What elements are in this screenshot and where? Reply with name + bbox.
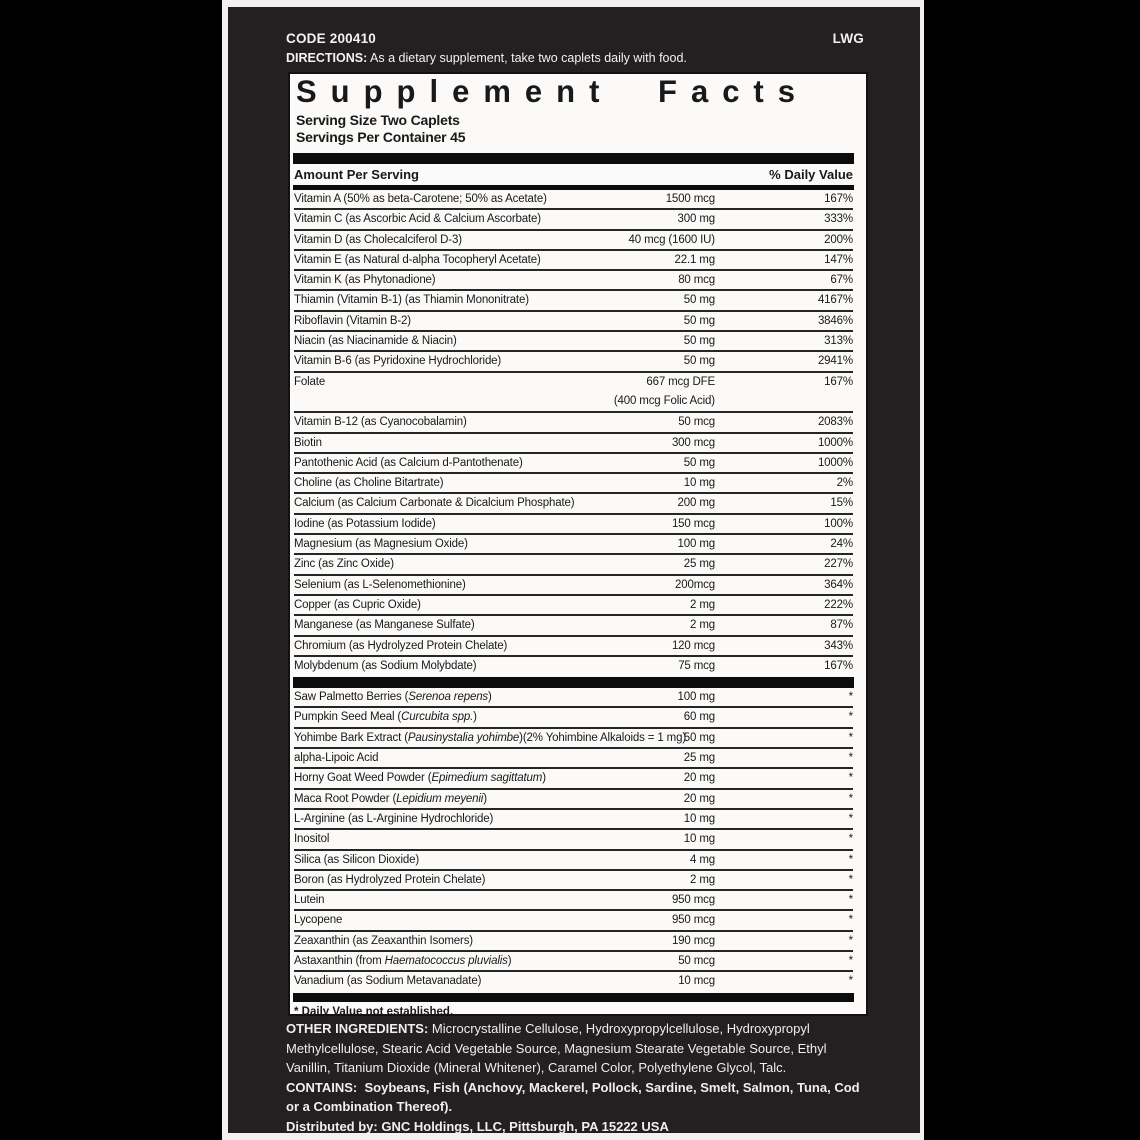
table-row bbox=[294, 210, 853, 230]
nutrient-daily-value: 1000% bbox=[817, 436, 853, 449]
nutrient-daily-value: * bbox=[848, 914, 853, 927]
nutrient-name: Silica (as Silicon Dioxide) bbox=[294, 853, 420, 866]
table-row bbox=[294, 972, 853, 992]
supplement-facts-box bbox=[288, 72, 868, 1016]
nutrient-name: Lycopene bbox=[294, 914, 343, 927]
serving-size: Serving Size Two Caplets bbox=[296, 112, 460, 128]
table-row bbox=[294, 657, 853, 677]
table-row bbox=[294, 708, 853, 728]
nutrient-daily-value: * bbox=[848, 894, 853, 907]
label-panel bbox=[228, 7, 920, 1133]
directions-text: As a dietary supplement, take two caplets daily with food. bbox=[370, 51, 687, 65]
daily-value-header: % Daily Value bbox=[769, 167, 853, 182]
distributed-text: GNC Holdings, LLC, Pittsburgh, PA 15222 USA bbox=[381, 1118, 669, 1134]
nutrient-daily-value: * bbox=[848, 752, 853, 765]
table-row bbox=[294, 911, 853, 931]
table-row bbox=[294, 434, 853, 454]
nutrient-daily-value: 167% bbox=[824, 193, 853, 205]
nutrient-name: Chromium (as Hydrolyzed Protein Chelate) bbox=[294, 639, 508, 652]
nutrient-daily-value: * bbox=[848, 975, 853, 988]
nutrient-amount: 200 mg bbox=[677, 497, 715, 510]
nutrient-amount-secondary: (400 mcg Folic Acid) bbox=[613, 395, 715, 408]
table-row bbox=[294, 190, 853, 210]
nutrient-name: Saw Palmetto Berries (Serenoa repens) bbox=[294, 691, 492, 704]
nutrient-amount: 50 mg bbox=[683, 294, 715, 307]
nutrient-name: Vitamin K (as Phytonadione) bbox=[294, 274, 436, 287]
nutrient-daily-value: 167% bbox=[824, 659, 853, 672]
nutrient-daily-value: * bbox=[848, 772, 853, 785]
nutrient-daily-value: 364% bbox=[824, 578, 853, 591]
nutrient-daily-value: 24% bbox=[830, 538, 853, 551]
table-row bbox=[294, 332, 853, 352]
table-row bbox=[294, 851, 853, 871]
nutrient-daily-value: * bbox=[848, 934, 853, 947]
nutrient-amount: 22.1 mg bbox=[674, 253, 715, 266]
nutrient-name: Biotin bbox=[294, 436, 322, 449]
nutrient-amount: 40 mcg (1600 IU) bbox=[628, 233, 715, 246]
table-row bbox=[294, 515, 853, 535]
table-row bbox=[294, 494, 853, 514]
nutrient-name: Manganese (as Manganese Sulfate) bbox=[294, 619, 475, 632]
table-row bbox=[294, 271, 853, 291]
footer-text bbox=[286, 1019, 864, 1136]
nutrient-amount: 667 mcg DFE bbox=[646, 375, 715, 388]
nutrient-name: Vitamin A (50% as beta-Carotene; 50% as Acetate) bbox=[294, 193, 547, 205]
nutrient-daily-value: * bbox=[848, 731, 853, 744]
table-row bbox=[294, 474, 853, 494]
contains-statement bbox=[286, 1078, 864, 1117]
nutrient-name: Calcium (as Calcium Carbonate & Dicalcium Phosphate) bbox=[294, 497, 575, 510]
table-row bbox=[294, 952, 853, 972]
nutrient-daily-value: 15% bbox=[830, 497, 853, 510]
servings-per-container: Servings Per Container 45 bbox=[296, 128, 466, 145]
nutrient-name: Riboflavin (Vitamin B-2) bbox=[294, 314, 411, 327]
nutrient-amount: 50 mg bbox=[683, 335, 715, 348]
nutrient-name: Astaxanthin (from Haematococcus pluvialis) bbox=[294, 954, 512, 967]
nutrient-daily-value: 67% bbox=[830, 274, 853, 287]
table-row bbox=[294, 413, 853, 433]
nutrient-name: Inositol bbox=[294, 833, 330, 846]
distributed-by bbox=[286, 1117, 864, 1137]
nutrient-daily-value: * bbox=[848, 812, 853, 825]
table-row bbox=[294, 616, 853, 636]
label-scan-backing bbox=[222, 0, 924, 1140]
nutrient-amount: 60 mg bbox=[683, 711, 715, 724]
nutrient-amount: 25 mg bbox=[683, 558, 715, 571]
nutrient-daily-value: 333% bbox=[824, 213, 853, 226]
nutrient-amount: 2 mg bbox=[690, 619, 715, 632]
nutrient-daily-value: * bbox=[848, 873, 853, 886]
nutrient-amount: 50 mg bbox=[683, 731, 715, 744]
directions-line bbox=[286, 51, 880, 65]
code-row bbox=[286, 31, 864, 46]
nutrient-name: Pantothenic Acid (as Calcium d-Pantothenate) bbox=[294, 456, 523, 469]
nutrient-daily-value: 100% bbox=[824, 517, 853, 530]
divider-bar-middle bbox=[293, 677, 854, 688]
table-row bbox=[294, 729, 853, 749]
nutrient-daily-value: * bbox=[848, 691, 853, 704]
nutrient-daily-value: 1000% bbox=[817, 456, 853, 469]
nutrient-amount: 150 mcg bbox=[671, 517, 715, 530]
nutrient-amount: 50 mcg bbox=[678, 416, 715, 429]
nutrient-amount: 80 mcg bbox=[678, 274, 715, 287]
nutrient-daily-value: 343% bbox=[824, 639, 853, 652]
nutrient-daily-value: * bbox=[848, 792, 853, 805]
nutrient-daily-value: 3846% bbox=[817, 314, 853, 327]
nutrient-name: alpha-Lipoic Acid bbox=[294, 752, 379, 765]
nutrient-name: L-Arginine (as L-Arginine Hydrochloride) bbox=[294, 812, 494, 825]
table-row bbox=[294, 749, 853, 769]
herbal-rows bbox=[294, 688, 853, 992]
nutrient-name: Vitamin B-6 (as Pyridoxine Hydrochloride) bbox=[294, 355, 502, 368]
nutrient-amount: 300 mg bbox=[677, 213, 715, 226]
plant-code: LWG bbox=[832, 31, 864, 46]
other-ingredients-label: OTHER INGREDIENTS: bbox=[286, 1021, 429, 1036]
nutrient-name: Vanadium (as Sodium Metavanadate) bbox=[294, 975, 482, 988]
daily-value-footnote: * Daily Value not established. bbox=[294, 1005, 454, 1018]
table-row bbox=[294, 688, 853, 708]
nutrient-amount: 50 mcg bbox=[678, 954, 715, 967]
table-row bbox=[294, 312, 853, 332]
nutrient-amount: 10 mcg bbox=[678, 975, 715, 988]
nutrient-daily-value: 313% bbox=[824, 335, 853, 348]
nutrient-daily-value: 200% bbox=[824, 233, 853, 246]
nutrient-amount: 25 mg bbox=[683, 752, 715, 765]
table-row bbox=[294, 891, 853, 911]
product-code: CODE 200410 bbox=[286, 31, 377, 46]
nutrient-amount: 2 mg bbox=[690, 873, 715, 886]
nutrient-name: Maca Root Powder (Lepidium meyenii) bbox=[294, 792, 487, 805]
nutrient-amount: 75 mcg bbox=[678, 659, 715, 672]
nutrient-amount: 10 mg bbox=[683, 812, 715, 825]
supplement-facts-title: Supplement Facts bbox=[296, 73, 809, 110]
nutrient-amount: 10 mg bbox=[683, 833, 715, 846]
table-column-header bbox=[294, 164, 853, 185]
table-row bbox=[294, 830, 853, 850]
table-row bbox=[294, 231, 853, 251]
nutrient-amount: 100 mg bbox=[677, 691, 715, 704]
nutrient-amount: 300 mcg bbox=[671, 436, 715, 449]
nutrient-name: Boron (as Hydrolyzed Protein Chelate) bbox=[294, 873, 486, 886]
nutrient-name: Iodine (as Potassium Iodide) bbox=[294, 517, 436, 530]
table-row bbox=[294, 373, 853, 414]
nutrient-amount: 50 mg bbox=[683, 355, 715, 368]
nutrient-name: Zeaxanthin (as Zeaxanthin Isomers) bbox=[294, 934, 473, 947]
nutrient-amount: 950 mcg bbox=[671, 914, 715, 927]
table-row bbox=[294, 810, 853, 830]
nutrient-name: Vitamin E (as Natural d-alpha Tocopheryl Acetate) bbox=[294, 253, 541, 266]
contains-label: CONTAINS: bbox=[286, 1079, 358, 1095]
nutrient-amount: 200mcg bbox=[674, 578, 715, 591]
table-row bbox=[294, 352, 853, 372]
table-row bbox=[294, 291, 853, 311]
nutrient-daily-value: 167% bbox=[824, 375, 853, 388]
serving-info bbox=[294, 112, 853, 145]
table-row bbox=[294, 932, 853, 952]
table-row bbox=[294, 596, 853, 616]
nutrient-name: Choline (as Choline Bitartrate) bbox=[294, 477, 444, 490]
nutrient-amount: 950 mcg bbox=[671, 894, 715, 907]
nutrient-name: Horny Goat Weed Powder (Epimedium sagittatum) bbox=[294, 772, 546, 785]
divider-bar-top bbox=[293, 153, 854, 164]
nutrient-name: Folate bbox=[294, 375, 326, 388]
nutrient-daily-value: 2% bbox=[836, 477, 853, 490]
nutrient-amount: 120 mcg bbox=[671, 639, 715, 652]
nutrient-name: Lutein bbox=[294, 894, 325, 907]
nutrient-amount: 50 mg bbox=[683, 314, 715, 327]
table-row bbox=[294, 769, 853, 789]
nutrient-amount: 190 mcg bbox=[671, 934, 715, 947]
nutrient-name: Vitamin C (as Ascorbic Acid & Calcium Ascorbate) bbox=[294, 213, 541, 226]
nutrient-daily-value: * bbox=[848, 954, 853, 967]
nutrient-name: Zinc (as Zinc Oxide) bbox=[294, 558, 394, 571]
nutrient-daily-value: 87% bbox=[830, 619, 853, 632]
nutrient-name: Niacin (as Niacinamide & Niacin) bbox=[294, 335, 457, 348]
table-row bbox=[294, 535, 853, 555]
nutrient-daily-value: 222% bbox=[824, 598, 853, 611]
nutrient-amount: 1500 mcg bbox=[665, 193, 715, 205]
nutrient-daily-value: 2941% bbox=[817, 355, 853, 368]
table-row bbox=[294, 871, 853, 891]
nutrient-daily-value: * bbox=[848, 833, 853, 846]
table-row bbox=[294, 555, 853, 575]
table-row bbox=[294, 637, 853, 657]
nutrient-amount: 10 mg bbox=[683, 477, 715, 490]
nutrient-name: Vitamin D (as Cholecalciferol D-3) bbox=[294, 233, 462, 246]
nutrient-name: Thiamin (Vitamin B-1) (as Thiamin Mononitrate) bbox=[294, 294, 529, 307]
nutrient-amount: 2 mg bbox=[690, 598, 715, 611]
nutrient-daily-value: 2083% bbox=[817, 416, 853, 429]
nutrient-amount: 20 mg bbox=[683, 792, 715, 805]
other-ingredients bbox=[286, 1019, 864, 1078]
nutrient-name: Molybdenum (as Sodium Molybdate) bbox=[294, 659, 477, 672]
nutrient-name: Magnesium (as Magnesium Oxide) bbox=[294, 538, 468, 551]
nutrient-daily-value: 227% bbox=[824, 558, 853, 571]
table-row bbox=[294, 576, 853, 596]
nutrient-name: Selenium (as L-Selenomethionine) bbox=[294, 578, 466, 591]
divider-bar-bottom bbox=[293, 993, 854, 1002]
table-row bbox=[294, 454, 853, 474]
other-ingredients-text: Microcrystalline Cellulose, Hydroxypropylcellulose, Hydroxypropyl Methylcellulose, Stearic Acid Vegetable Source, Magnesium Stearate Vegetable Source, Ethyl Vanillin, Titanium Dioxide (Mineral Whitener), Caramel Color, Polyethylene Glycol, Talc. bbox=[286, 1021, 827, 1075]
distributed-label: Distributed by: bbox=[286, 1118, 378, 1134]
nutrient-daily-value: * bbox=[848, 711, 853, 724]
directions-label: DIRECTIONS: bbox=[286, 51, 368, 65]
nutrient-name: Copper (as Cupric Oxide) bbox=[294, 598, 421, 611]
table-row bbox=[294, 251, 853, 271]
nutrient-amount: 100 mg bbox=[677, 538, 715, 551]
nutrient-name: Vitamin B-12 (as Cyanocobalamin) bbox=[294, 416, 467, 429]
amount-per-serving-header: Amount Per Serving bbox=[294, 167, 419, 182]
nutrient-amount: 4 mg bbox=[690, 853, 715, 866]
nutrient-rows bbox=[294, 190, 853, 677]
nutrient-amount: 20 mg bbox=[683, 772, 715, 785]
nutrient-daily-value: 147% bbox=[824, 253, 853, 266]
nutrient-daily-value: * bbox=[848, 853, 853, 866]
table-row bbox=[294, 790, 853, 810]
nutrient-name: Pumpkin Seed Meal (Curcubita spp.) bbox=[294, 711, 477, 724]
contains-text: Soybeans, Fish (Anchovy, Mackerel, Pollock, Sardine, Smelt, Salmon, Tuna, Cod or a Combination Thereof). bbox=[286, 1079, 860, 1114]
nutrient-daily-value: 4167% bbox=[817, 294, 853, 307]
nutrient-amount: 50 mg bbox=[683, 456, 715, 469]
nutrient-name: Yohimbe Bark Extract (Pausinystalia yohimbe)(2% Yohimbine Alkaloids = 1 mg) bbox=[294, 731, 687, 744]
